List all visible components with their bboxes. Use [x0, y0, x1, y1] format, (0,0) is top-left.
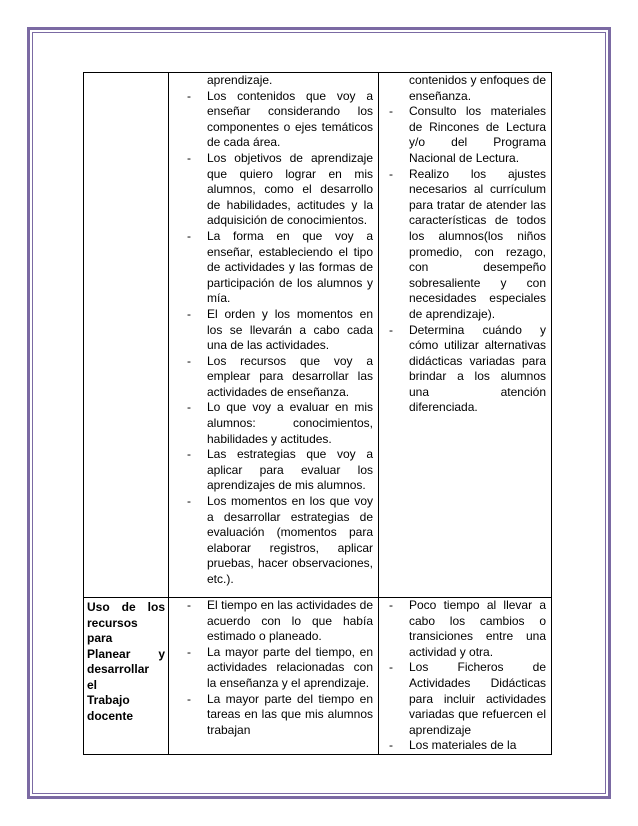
bullet-dash: -	[389, 104, 393, 119]
item-list	[169, 598, 378, 738]
list-item	[169, 598, 378, 645]
row-title-line: docente	[87, 708, 134, 723]
list-item	[379, 167, 551, 323]
bullet-dash: -	[187, 150, 191, 165]
bullet-dash: -	[187, 494, 191, 509]
list-item-text: Los recursos que voy a emplear para desarrollar las actividades de enseñanza.	[207, 353, 373, 399]
list-item-text: Consulto los materiales de Rincones de Lectura y/o del Programa Nacional de Lectura.	[409, 104, 546, 165]
list-item-text: La forma en que voy a enseñar, estableciendo el tipo de actividades y las formas de participación de los alumnos y mía.	[207, 228, 373, 306]
description-cell	[169, 73, 379, 598]
row-title-line: para	[87, 631, 113, 645]
item-list	[169, 73, 378, 588]
row-title-line: recursos	[87, 615, 138, 630]
bullet-dash: -	[187, 400, 191, 415]
list-item	[379, 598, 551, 660]
list-item	[169, 692, 378, 739]
list-item-text: Los momentos en los que voy a desarrollar estrategias de evaluación (momentos para elaborar registros, aplicar pruebas, hacer observaciones, etc.).	[207, 494, 373, 586]
bullet-dash: -	[389, 738, 393, 753]
list-item	[169, 494, 378, 588]
actions-cell	[379, 73, 552, 598]
bullet-dash: -	[187, 691, 191, 706]
list-item	[169, 645, 378, 692]
bullet-dash: -	[187, 353, 191, 368]
list-item	[379, 660, 551, 738]
bullet-dash: -	[187, 447, 191, 462]
list-item-text: aprendizaje.	[207, 73, 273, 87]
actions-cell	[379, 598, 552, 755]
evaluation-table	[83, 72, 552, 755]
list-item-text: Determina cuándo y cómo utilizar alternativas didácticas variadas para brindar a los alumnos una atención diferenciada.	[409, 322, 546, 415]
list-item-text: Lo que voy a evaluar en mis alumnos: conocimientos, habilidades y actitudes.	[207, 400, 373, 446]
description-cell	[169, 598, 379, 755]
bullet-dash: -	[187, 598, 191, 612]
row-title-line: el	[87, 677, 98, 692]
bullet-dash: -	[187, 644, 191, 659]
bullet-dash: -	[389, 660, 393, 675]
bullet-dash: -	[187, 88, 191, 103]
list-item	[379, 104, 551, 166]
list-item	[169, 354, 378, 401]
list-item-text: Los contenidos que voy a enseñar considerando los componentes o ejes temáticos de cada área.	[207, 88, 373, 150]
row-title-line: Trabajo	[87, 693, 130, 707]
row-title-line: Uso de los	[87, 600, 165, 614]
list-item	[169, 400, 378, 447]
list-item-text: Realizo los ajustes necesarios al currículum para tratar de atender las características de todos los alumnos(los niños promedio, con rezago, con desempeño sobresaliente y con necesidades especiales de aprendizaje).	[409, 166, 546, 321]
list-item	[379, 73, 551, 104]
list-item	[379, 738, 551, 754]
list-item	[169, 447, 378, 494]
list-item-text: La mayor parte del tiempo, en actividades relacionadas con la enseñanza y el aprendizaje.	[207, 644, 373, 690]
row-title-cell	[84, 73, 169, 598]
list-item-text: Los materiales de la	[409, 738, 517, 753]
list-item-text: La mayor parte del tiempo en tareas en las que mis alumnos trabajan	[207, 691, 373, 737]
row-title-cell	[84, 598, 169, 755]
row-title-line: Planear y	[87, 646, 165, 661]
row-title-line: desarrollar	[87, 662, 150, 676]
item-list	[379, 73, 551, 416]
list-item-text: Poco tiempo al llevar a cabo los cambios o transiciones entre una actividad y otra.	[409, 598, 546, 659]
table-row	[84, 73, 552, 598]
item-list	[379, 598, 551, 754]
list-item	[169, 89, 378, 151]
list-item-text: Los objetivos de aprendizaje que quiero lograr en mis alumnos, como el desarrollo de habilidades, actitudes y la adquisición de conocimientos.	[207, 150, 373, 228]
list-item	[169, 229, 378, 307]
list-item	[379, 323, 551, 417]
list-item	[169, 73, 378, 89]
list-item-text: El orden y los momentos en los se llevarán a cabo cada una de las actividades.	[207, 306, 373, 353]
list-item-text: Los Ficheros de Actividades Didácticas para incluir actividades variadas que refuercen el aprendizaje	[409, 660, 546, 737]
list-item-text: contenidos y enfoques de enseñanza.	[409, 73, 546, 103]
list-item-text: Las estrategias que voy a aplicar para evaluar los aprendizajes de mis alumnos.	[207, 447, 373, 493]
bullet-dash: -	[389, 166, 393, 181]
bullet-dash: -	[389, 322, 393, 337]
list-item	[169, 151, 378, 229]
table-row	[84, 598, 552, 755]
bullet-dash: -	[187, 306, 191, 321]
list-item-text: El tiempo en las actividades de acuerdo con lo que había estimado o planeado.	[207, 598, 373, 644]
list-item	[169, 307, 378, 354]
bullet-dash: -	[187, 228, 191, 243]
bullet-dash: -	[389, 598, 393, 612]
